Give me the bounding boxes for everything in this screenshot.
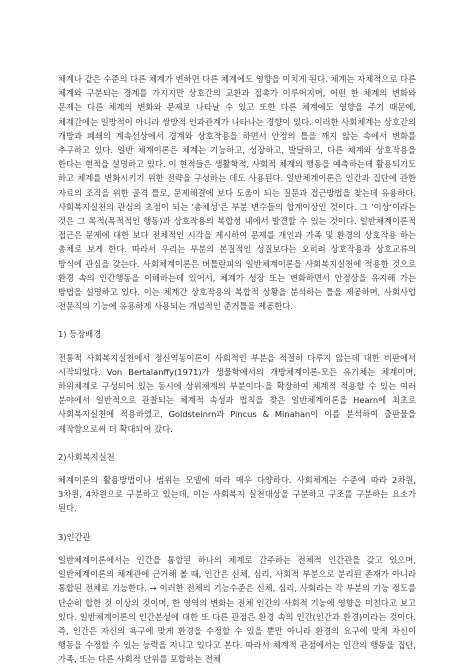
- section-body-practice: 체계이론의 활용방법이나 범위는 모델에 따라 매우 다양하다. 사회체계는 수준에 따라 2차원, 3차원, 4차원으로 구분하고 있는데, 이는 사회복지 실천대상을 구분하고 구조를 구분하는 요소가 된다.: [58, 475, 416, 514]
- section-heading-background: 1) 등장배경: [58, 329, 102, 340]
- section-body-background: 전통적 사회복지실천에서 정신역동이론이 사회적인 부분을 적절히 다루지 않는데 대한 비판에서 시작되었다. Von Bertalanffy(1971)가 생물학에서의 개방체계이론-모든 유기체는 체계이며, 하위체계로 구성되어 있는 동시에 상위체계의 부분이다-을 확장하여 체계적 적용할 수 있는 여러 분야에서 일반적으로 관찰되는 체계적 속성과 법칙을 찾은 일반체계이론을 Hearn에 최초로 사회복지실천에 적용하였고, Goldsteinrn과 Pincus & Minahan이 이를 분석하여 출판물을 제작함으로써 더 확대되어 갔다.: [58, 352, 416, 434]
- section-body-human-view: 일반체계이론에서는 인간을 통합된 하나의 체계로 간주하는 전체적 인간관을 갖고 있으며, 일반체계이론의 체계관에 근거해 볼 때, 인간은 신체, 심리, 사회적 부분으로 분리된 존재가 아니라 통합된 전체로 기능한다. → 이러한 전체의 기능수준은 신체, 심리, 사회라는 각 부분의 기능 정도를 단순히 합한 것 이상의 것이며, 한 영역의 변화는 전체 인간의 사회적 기능에 영향을 미친다고 보고 있다. 일반체계이론의 인간본성에 대한 또 다른 관점은 환경 속의 인간(인간과 환경)이라는 것이다. 즉, 인간은 자신의 욕구에 맞게 환경을 수정할 수 있을 뿐만 아니라 환경의 요구에 맞게 자신이 행동을 수정할 수 있는 능력을 지니고 있다고 본다. 따라서 체계적 관점에서는 인간의 행동을 집단, 가족, 또는 다른 사회적 단위를 포함하는 전체: [58, 554, 416, 665]
- intro-paragraph: 체계나 같은 수준의 다른 체계가 변하면 다른 체계에도 영향을 미치게 된다. 체계는 자체적으로 다른 체계와 구분되는 경계를 가지지만 상호간의 교환과 접촉가 이루어지며, 어떤 한 체계의 변화와 문제는 다른 체계의 변화와 문제로 나타날 수 있고 또한 다른 체계에도 영향을 주기 때문에, 체계간에는 일방적이 아니라 쌍방적 인과관계가 나타나는 경향이 있다. 이러한 사회체계는 상호간의 개방과 폐쇄의 계속선상에서 경계와 상호작용을 하면서 안정의 틀을 깨지 않는 속에서 변화를 추구하고 있다. 일반 체계이론은 체계는 기능하고, 성장하고, 발달하고, 다른 체계와 상호작용을 한다는 현적을 설명하고 있다. 이 현적들은 생활학적, 사회적 체계의 행동을 예측하는데 활용되기도 하고 체계를 변화시키기 위한 전략을 구성하는 데도 사용된다. 일반체계이론은 인간과 집단에 관한 자료의 조직을 위한 골격 틀로, 문제해결에 보다 도움이 되는 질문과 접근방법을 찾는데 유용하다. 사회복지실천의 관심의 초점이 되는 '총체성'은 부분 변수들의 합계이상인 것이다. 그 '이상'이라는 것은 그 목적(목적적인 행동)과 상호작용의 복합성 내에서 발견할 수 있는 것이다. 일반체계이론적 접근은 문제에 대한 보다 전체적인 시각을 제시하여 문제를 개인과 가족 및 환경의 상호작용 하는 총체로 보게 한다. 따라서 우리는 부분의 본질적인 성질보다는 오히려 상호작용과 상호교류의 방식에 관심을 갖는다. 사회체계이론은 버틀란피의 일반체계이론을 사회복지실천에 적용한 것으로 환경 속의 인간행동을 이해하는데 있어서, 체계가 성장 또는 변화하면서 안정상을 유지해 가는 방법을 설명하고 있다. 이는 체계간 상호작용의 복합적 상황을 분석하는 틀을 제공하며, 사회사업 전문직의 기능에 유용하게 사용되는 개념적인 준거틀을 제공한다.: [58, 74, 416, 312]
- section-heading-practice: 2)사회복지실천: [58, 451, 115, 462]
- section-heading-human-view: 3)인간관: [58, 531, 91, 542]
